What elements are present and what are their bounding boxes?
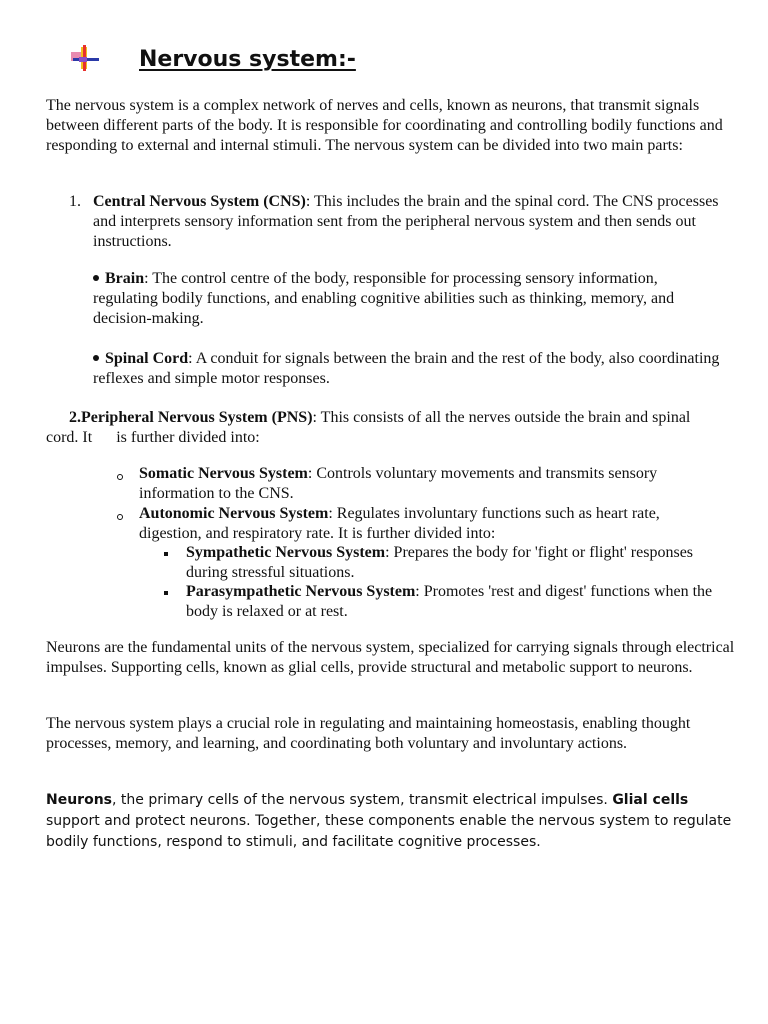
bullet-dot: [93, 355, 99, 361]
cns-term: Central Nervous System (CNS): [93, 193, 306, 210]
sympathetic-text: : Prepares the body for 'fight or flight' responses during stressful situations.: [186, 544, 694, 581]
parasympathetic-term: Parasympathetic Nervous System: [186, 583, 416, 600]
somatic-term: Somatic Nervous System: [139, 465, 308, 482]
pns-item: [46, 408, 726, 448]
circle-bullet: [117, 474, 123, 480]
square-bullet: [164, 591, 168, 595]
sympathetic-term: Sympathetic Nervous System: [186, 544, 386, 561]
pns-term: 2.Peripheral Nervous System (PNS): [69, 409, 313, 426]
autonomic-text: : Regulates involuntary functions such as heart rate, digestion, and respiratory rate. It is further divided into:: [139, 505, 660, 542]
page-title: Nervous system:-: [139, 47, 356, 72]
cns-text: : This includes the brain and the spinal cord. The CNS processes and interprets sensory information sent from the peripheral nervous system and then sends out instructions.: [93, 193, 719, 250]
cns-item: [93, 192, 723, 252]
spinal-cord-item: [93, 349, 733, 389]
square-bullet: [164, 552, 168, 556]
decorative-bullet-icon: [69, 45, 99, 71]
somatic-item: [139, 464, 699, 504]
brain-item: [93, 269, 713, 329]
sympathetic-item: [186, 543, 726, 583]
brain-term: Brain: [105, 270, 145, 287]
cns-number: 1.: [69, 193, 81, 210]
somatic-text: : Controls voluntary movements and transmits sensory information to the CNS.: [139, 465, 658, 502]
parasympathetic-text: : Promotes 'rest and digest' functions when the body is relaxed or at rest.: [186, 583, 713, 620]
spinal-term: Spinal Cord: [105, 350, 189, 367]
summary-paragraph: [46, 790, 736, 853]
neurons-term: Neurons: [46, 792, 113, 808]
parasympathetic-item: [186, 582, 726, 622]
bullet-dot: [93, 275, 99, 281]
brain-text: : The control centre of the body, responsible for processing sensory information, regulating bodily functions, and enabling cognitive abilities such as thinking, memory, and decision-making.: [93, 270, 675, 327]
summary-text-1: , the primary cells of the nervous system, transmit electrical impulses.: [112, 792, 613, 808]
spinal-text: : A conduit for signals between the brain and the rest of the body, also coordinating reflexes and simple motor responses.: [93, 350, 720, 387]
summary-text-2: support and protect neurons. Together, these components enable the nervous system to regulate bodily functions, respond to stimuli, and facilitate cognitive processes.: [46, 813, 732, 850]
pns-text: : This consists of all the nerves outside the brain and spinal cord. It is further divided into:: [46, 409, 695, 446]
neurons-paragraph: Neurons are the fundamental units of the nervous system, specialized for carrying signals through electrical impulses. Supporting cells, known as glial cells, provide structural and metabolic support to neurons.: [46, 639, 735, 676]
autonomic-item: [139, 504, 719, 544]
glial-cells-term: Glial cells: [612, 792, 689, 808]
autonomic-term: Autonomic Nervous System: [139, 505, 329, 522]
homeostasis-paragraph: The nervous system plays a crucial role in regulating and maintaining homeostasis, enabling thought processes, memory, and learning, and coordinating both voluntary and involuntary actions.: [46, 715, 691, 752]
intro-paragraph: The nervous system is a complex network of nerves and cells, known as neurons, that transmit signals between different parts of the body. It is responsible for coordinating and controlling bodily functions and responding to external and internal stimuli. The nervous system can be divided into two main parts:: [46, 97, 723, 154]
circle-bullet: [117, 514, 123, 520]
